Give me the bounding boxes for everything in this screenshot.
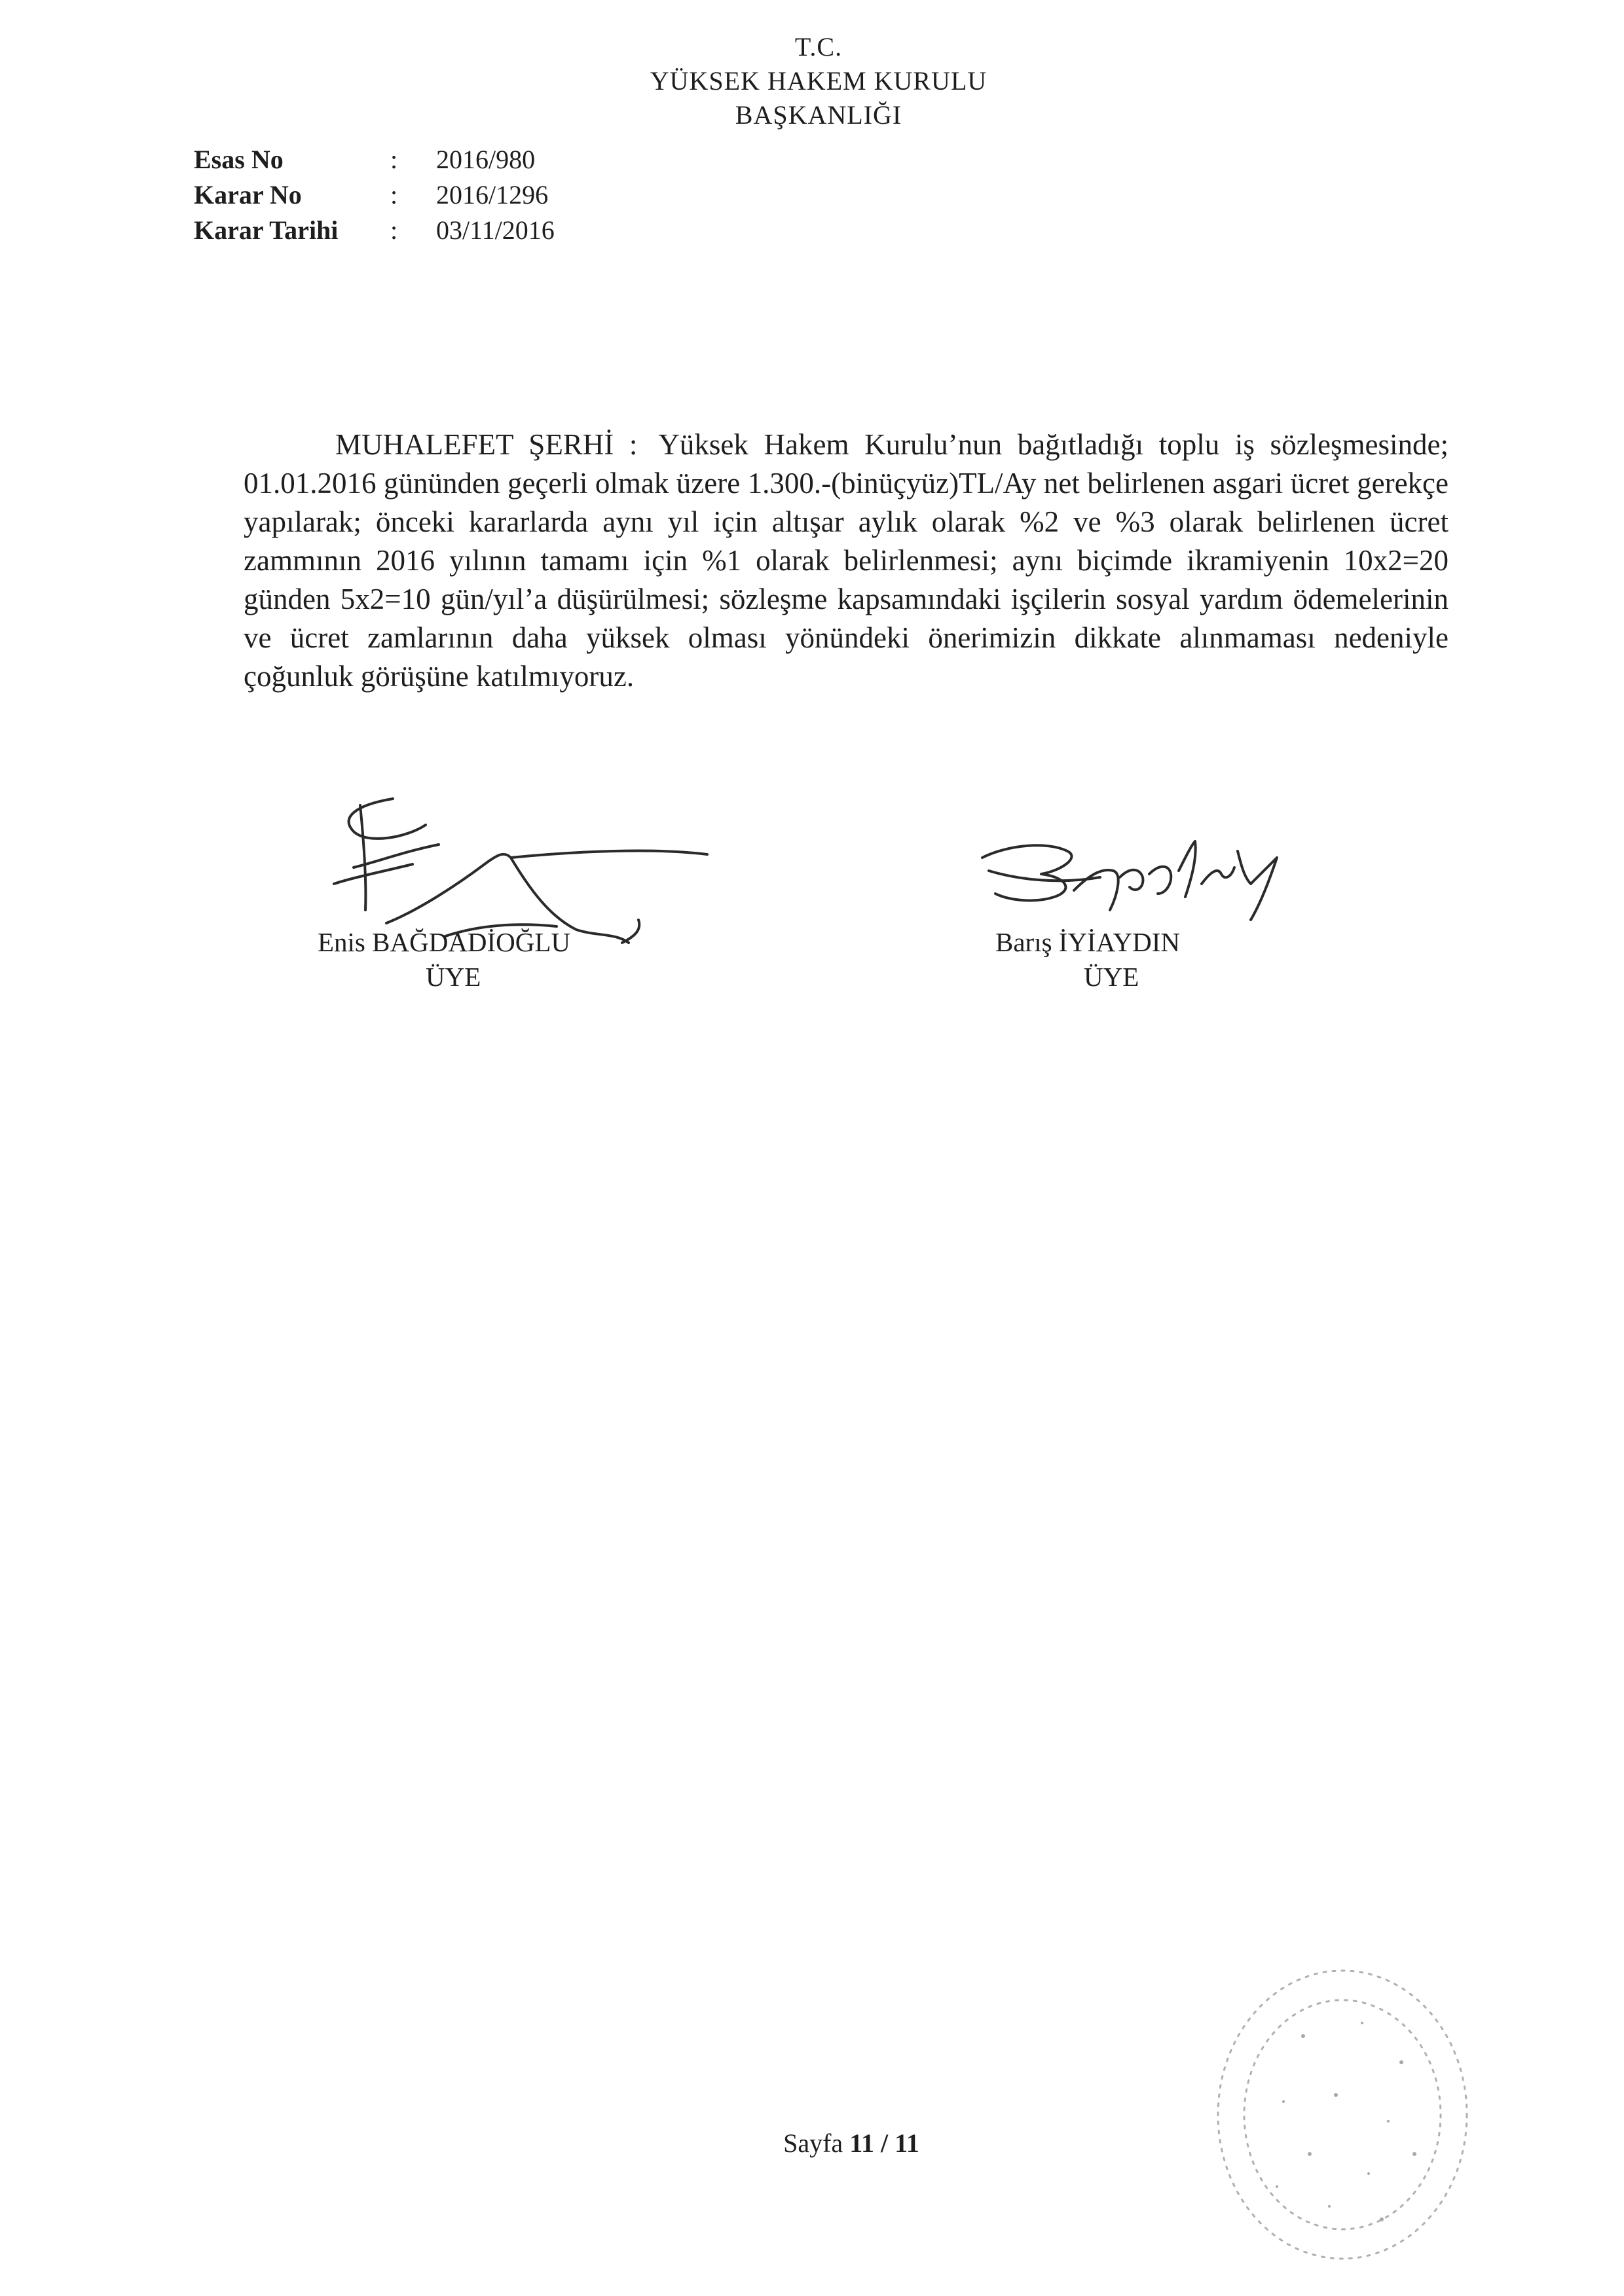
- meta-value: 2016/1296: [436, 180, 549, 210]
- meta-separator: :: [390, 180, 398, 210]
- page-footer: [720, 2128, 982, 2159]
- dissent-paragraph: [244, 426, 1449, 696]
- signer-name-left: Enis BAĞDADİOĞLU: [318, 927, 571, 957]
- page-label: Sayfa: [783, 2128, 843, 2158]
- signer-role-right: ÜYE: [1084, 962, 1139, 992]
- signature-right-graphic: [969, 831, 1310, 930]
- signer-role-left: ÜYE: [426, 962, 481, 992]
- header-office: BAŞKANLIĞI: [735, 100, 902, 130]
- meta-label: Karar No: [194, 180, 302, 210]
- signer-name-right: Barış İYİAYDIN: [995, 927, 1181, 957]
- meta-value: 03/11/2016: [436, 215, 555, 245]
- meta-label: Karar Tarihi: [194, 215, 339, 245]
- meta-separator: :: [390, 145, 398, 174]
- meta-label: Esas No: [194, 145, 284, 174]
- stamp-seal: [1205, 1958, 1480, 2272]
- header-tc: T.C.: [794, 32, 843, 62]
- meta-value: 2016/980: [436, 145, 536, 174]
- header-institution: YÜKSEK HAKEM KURULU: [650, 66, 987, 96]
- dissent-text: Yüksek Hakem Kurulu’nun bağıtladığı toplu iş sözleşmesinde; 01.01.2016 gününden geçerli olmak üzere 1.300.-(binüçyüz)TL/Ay net belirlenen asgari ücret gerekçe yapılarak; önceki kararlarda aynı yıl için altışar aylık olarak %2 ve %3 olarak belirlenen ücret zammının 2016 yılının tamamı için %1 olarak belirlenmesi; aynı biçimde ikramiyenin 10x2=20 günden 5x2=10 gün/yıl’a düşürülmesi; sözleşme kapsamındaki işçilerin sosyal yardım ödemelerinin ve ücret zamlarının daha yüksek olması yönündeki önerimizin dikkate alınmaması nedeniyle çoğunluk görüşüne katılmıyoruz.: [244, 428, 1449, 693]
- page-number: 11 / 11: [849, 2128, 919, 2158]
- meta-separator: :: [390, 215, 398, 245]
- dissent-label: MUHALEFET ŞERHİ :: [335, 428, 638, 461]
